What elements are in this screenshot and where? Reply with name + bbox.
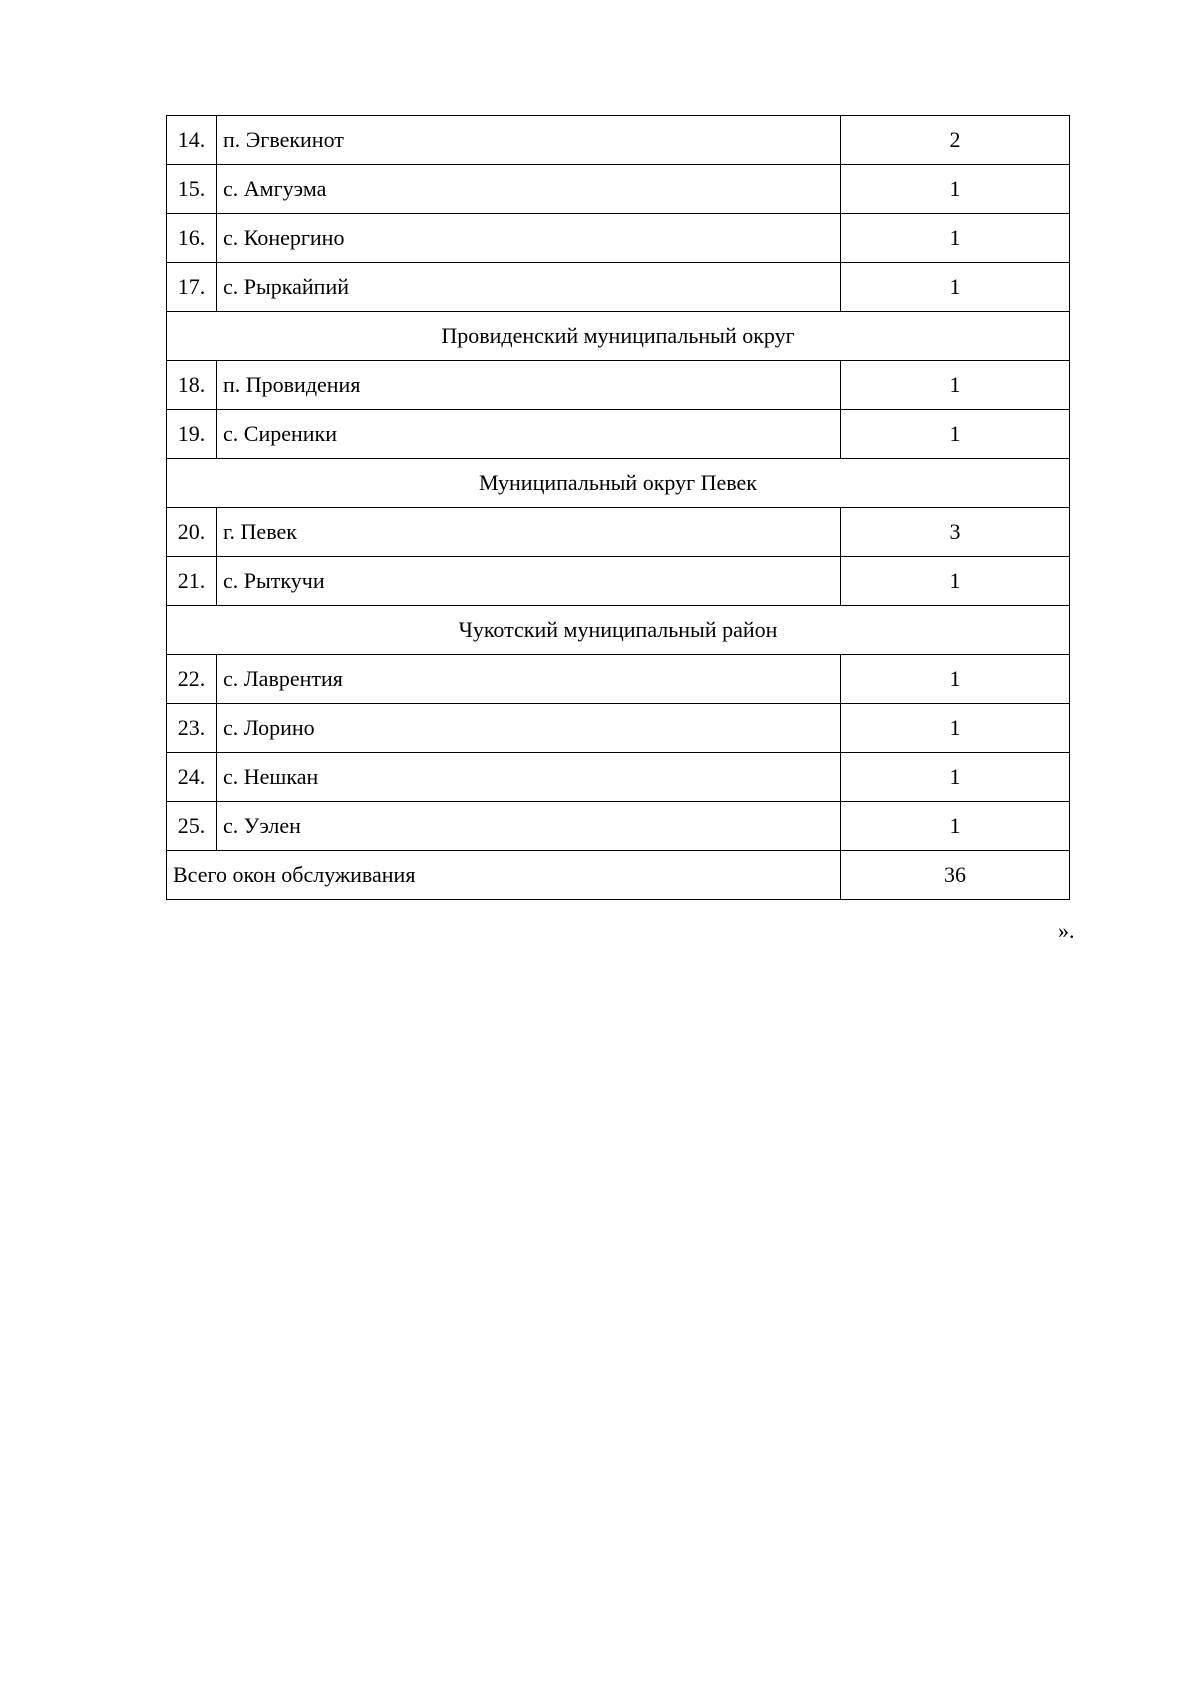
table-row bbox=[167, 557, 1070, 606]
section-header-row bbox=[167, 606, 1070, 655]
row-number: 14. bbox=[167, 116, 217, 165]
window-count: 1 bbox=[841, 655, 1070, 704]
settlement-name: с. Лорино bbox=[217, 704, 841, 753]
settlement-name: г. Певек bbox=[217, 508, 841, 557]
window-count: 1 bbox=[841, 410, 1070, 459]
window-count: 1 bbox=[841, 557, 1070, 606]
table-row bbox=[167, 704, 1070, 753]
settlement-name: с. Сиреники bbox=[217, 410, 841, 459]
window-count: 1 bbox=[841, 263, 1070, 312]
settlement-name: с. Амгуэма bbox=[217, 165, 841, 214]
table-row bbox=[167, 361, 1070, 410]
service-windows-table bbox=[166, 115, 1070, 900]
window-count: 1 bbox=[841, 361, 1070, 410]
section-header-row bbox=[167, 312, 1070, 361]
settlement-name: с. Конергино bbox=[217, 214, 841, 263]
closing-quote-mark: ». bbox=[1058, 918, 1075, 943]
window-count: 1 bbox=[841, 214, 1070, 263]
section-title: Чукотский муниципальный район bbox=[167, 606, 1070, 655]
total-label: Всего окон обслуживания bbox=[167, 851, 841, 900]
total-count: 36 bbox=[841, 851, 1070, 900]
window-count: 1 bbox=[841, 753, 1070, 802]
settlement-name: с. Лаврентия bbox=[217, 655, 841, 704]
row-number: 20. bbox=[167, 508, 217, 557]
row-number: 23. bbox=[167, 704, 217, 753]
settlement-name: с. Рыткучи bbox=[217, 557, 841, 606]
window-count: 2 bbox=[841, 116, 1070, 165]
settlement-name: с. Уэлен bbox=[217, 802, 841, 851]
table-row bbox=[167, 263, 1070, 312]
section-title: Провиденский муниципальный округ bbox=[167, 312, 1070, 361]
table-row bbox=[167, 753, 1070, 802]
table-row bbox=[167, 508, 1070, 557]
row-number: 16. bbox=[167, 214, 217, 263]
table-row bbox=[167, 410, 1070, 459]
row-number: 21. bbox=[167, 557, 217, 606]
settlement-name: с. Рыркайпий bbox=[217, 263, 841, 312]
row-number: 22. bbox=[167, 655, 217, 704]
window-count: 1 bbox=[841, 802, 1070, 851]
table-row bbox=[167, 165, 1070, 214]
window-count: 3 bbox=[841, 508, 1070, 557]
table-row bbox=[167, 655, 1070, 704]
total-row bbox=[167, 851, 1070, 900]
settlement-name: п. Эгвекинот bbox=[217, 116, 841, 165]
table-row bbox=[167, 116, 1070, 165]
table-row bbox=[167, 802, 1070, 851]
row-number: 15. bbox=[167, 165, 217, 214]
window-count: 1 bbox=[841, 165, 1070, 214]
row-number: 24. bbox=[167, 753, 217, 802]
row-number: 19. bbox=[167, 410, 217, 459]
settlement-name: с. Нешкан bbox=[217, 753, 841, 802]
row-number: 18. bbox=[167, 361, 217, 410]
settlement-name: п. Провидения bbox=[217, 361, 841, 410]
table-row bbox=[167, 214, 1070, 263]
row-number: 25. bbox=[167, 802, 217, 851]
window-count: 1 bbox=[841, 704, 1070, 753]
section-header-row bbox=[167, 459, 1070, 508]
table-body bbox=[167, 116, 1070, 900]
row-number: 17. bbox=[167, 263, 217, 312]
section-title: Муниципальный округ Певек bbox=[167, 459, 1070, 508]
